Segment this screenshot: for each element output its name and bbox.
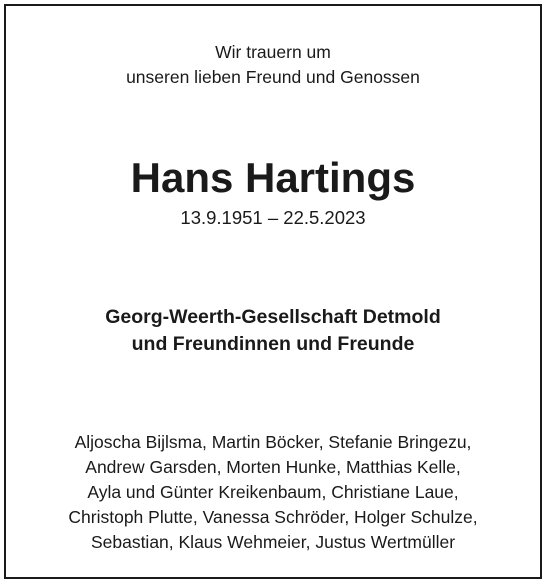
life-dates: 13.9.1951 – 22.5.2023 xyxy=(180,207,366,228)
signatories-line: Aljoscha Bijlsma, Martin Böcker, Stefanie Bringezu, xyxy=(74,432,472,452)
signatories-line: Ayla und Günter Kreikenbaum, Christiane Laue, xyxy=(87,482,459,502)
mourners-line: und Freundinnen und Freunde xyxy=(131,333,415,355)
signatories-line: Christoph Plutte, Vanessa Schröder, Holger Schulze, xyxy=(68,507,478,527)
deceased-name: Hans Hartings xyxy=(130,154,416,201)
mourners-heading xyxy=(6,304,540,358)
intro-text xyxy=(6,40,540,90)
signatories-line: Sebastian, Klaus Wehmeier, Justus Wertmüller xyxy=(90,532,456,552)
obituary-frame xyxy=(4,4,542,579)
signatories-line: Andrew Garsden, Morten Hunke, Matthias Kelle, xyxy=(85,457,461,477)
signatories-list xyxy=(6,430,540,555)
intro-line: unseren lieben Freund und Genossen xyxy=(126,67,420,87)
intro-line: Wir trauern um xyxy=(215,42,331,62)
mourners-line: Georg-Weerth-Gesellschaft Detmold xyxy=(105,306,441,328)
